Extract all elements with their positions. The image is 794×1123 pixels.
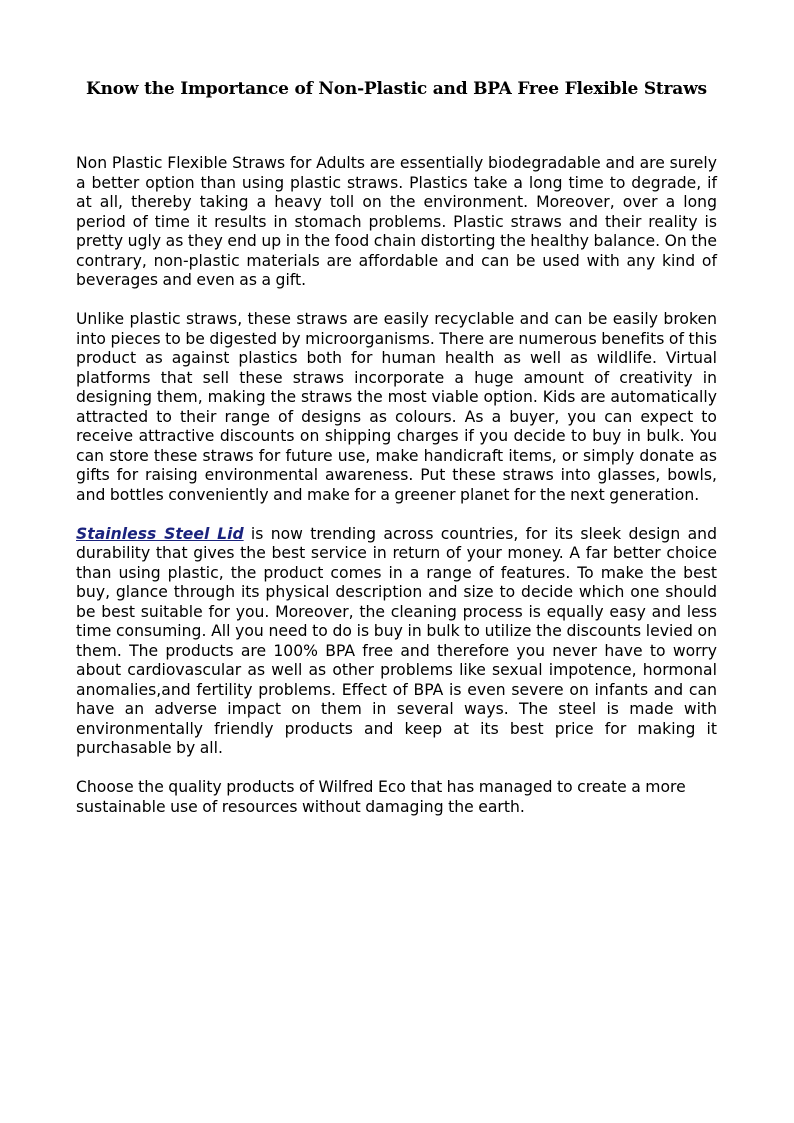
paragraph-recyclable-straws: Unlike plastic straws, these straws are easily recyclable and can be easily broken into pieces to be digested by microorganisms. There are numerous benefits of this product as against plastics both for human health as well as wildlife. Virtual platforms that sell these straws incorporate a huge amount of creativity in designing them, making the straws the most viable option. Kids are automatically attracted to their range of designs as colours. As a buyer, you can expect to receive attractive discounts on shipping charges if you decide to buy in bulk. You can store these straws for future use, make handicraft items, or simply donate as gifts for raising environmental awareness. Put these straws into glasses, bowls, and bottles conveniently and make for a greener planet for the next generation. (76, 310, 717, 504)
paragraph-closing (76, 778, 717, 817)
paragraph-stainless-steel-lid (76, 525, 717, 759)
stainless-steel-lid-link[interactable]: Stainless Steel Lid (76, 524, 244, 543)
paragraph-non-plastic-straws: Non Plastic Flexible Straws for Adults are essentially biodegradable and are surely a better option than using plastic straws. Plastics take a long time to degrade, if at all, thereby taking a heavy toll on the environment. Moreover, over a long period of time it results in stomach problems. Plastic straws and their reality is pretty ugly as they end up in the food chain distorting the healthy balance. On the contrary, non-plastic materials are affordable and can be used with any kind of beverages and even as a gift. (76, 154, 717, 289)
paragraph-stainless-steel-lid-text: is now trending across countries, for its sleek design and durability that gives the best service in return of your money. A far better choice than using plastic, the product comes in a range of features. To make the best buy, glance through its physical description and size to decide which one should be best suitable for you. Moreover, the cleaning process is equally easy and less time consuming. All you need to do is buy in bulk to utilize the discounts levied on them. The products are 100% BPA free and therefore you never have to worry about cardiovascular as well as other problems like sexual impotence, hormonal anomalies,and fertility problems. Effect of BPA is even severe on infants and can have an adverse impact on them in several ways. The steel is made with environmentally friendly products and keep at its best price for making it purchasable by all. (76, 524, 717, 757)
closing-line-2: sustainable use of resources without damaging the earth. (76, 797, 525, 816)
document-title: Know the Importance of Non-Plastic and BPA Free Flexible Straws (86, 79, 707, 99)
document-body (76, 154, 717, 817)
closing-line-1: Choose the quality products of Wilfred Eco that has managed to create a more (76, 778, 686, 796)
